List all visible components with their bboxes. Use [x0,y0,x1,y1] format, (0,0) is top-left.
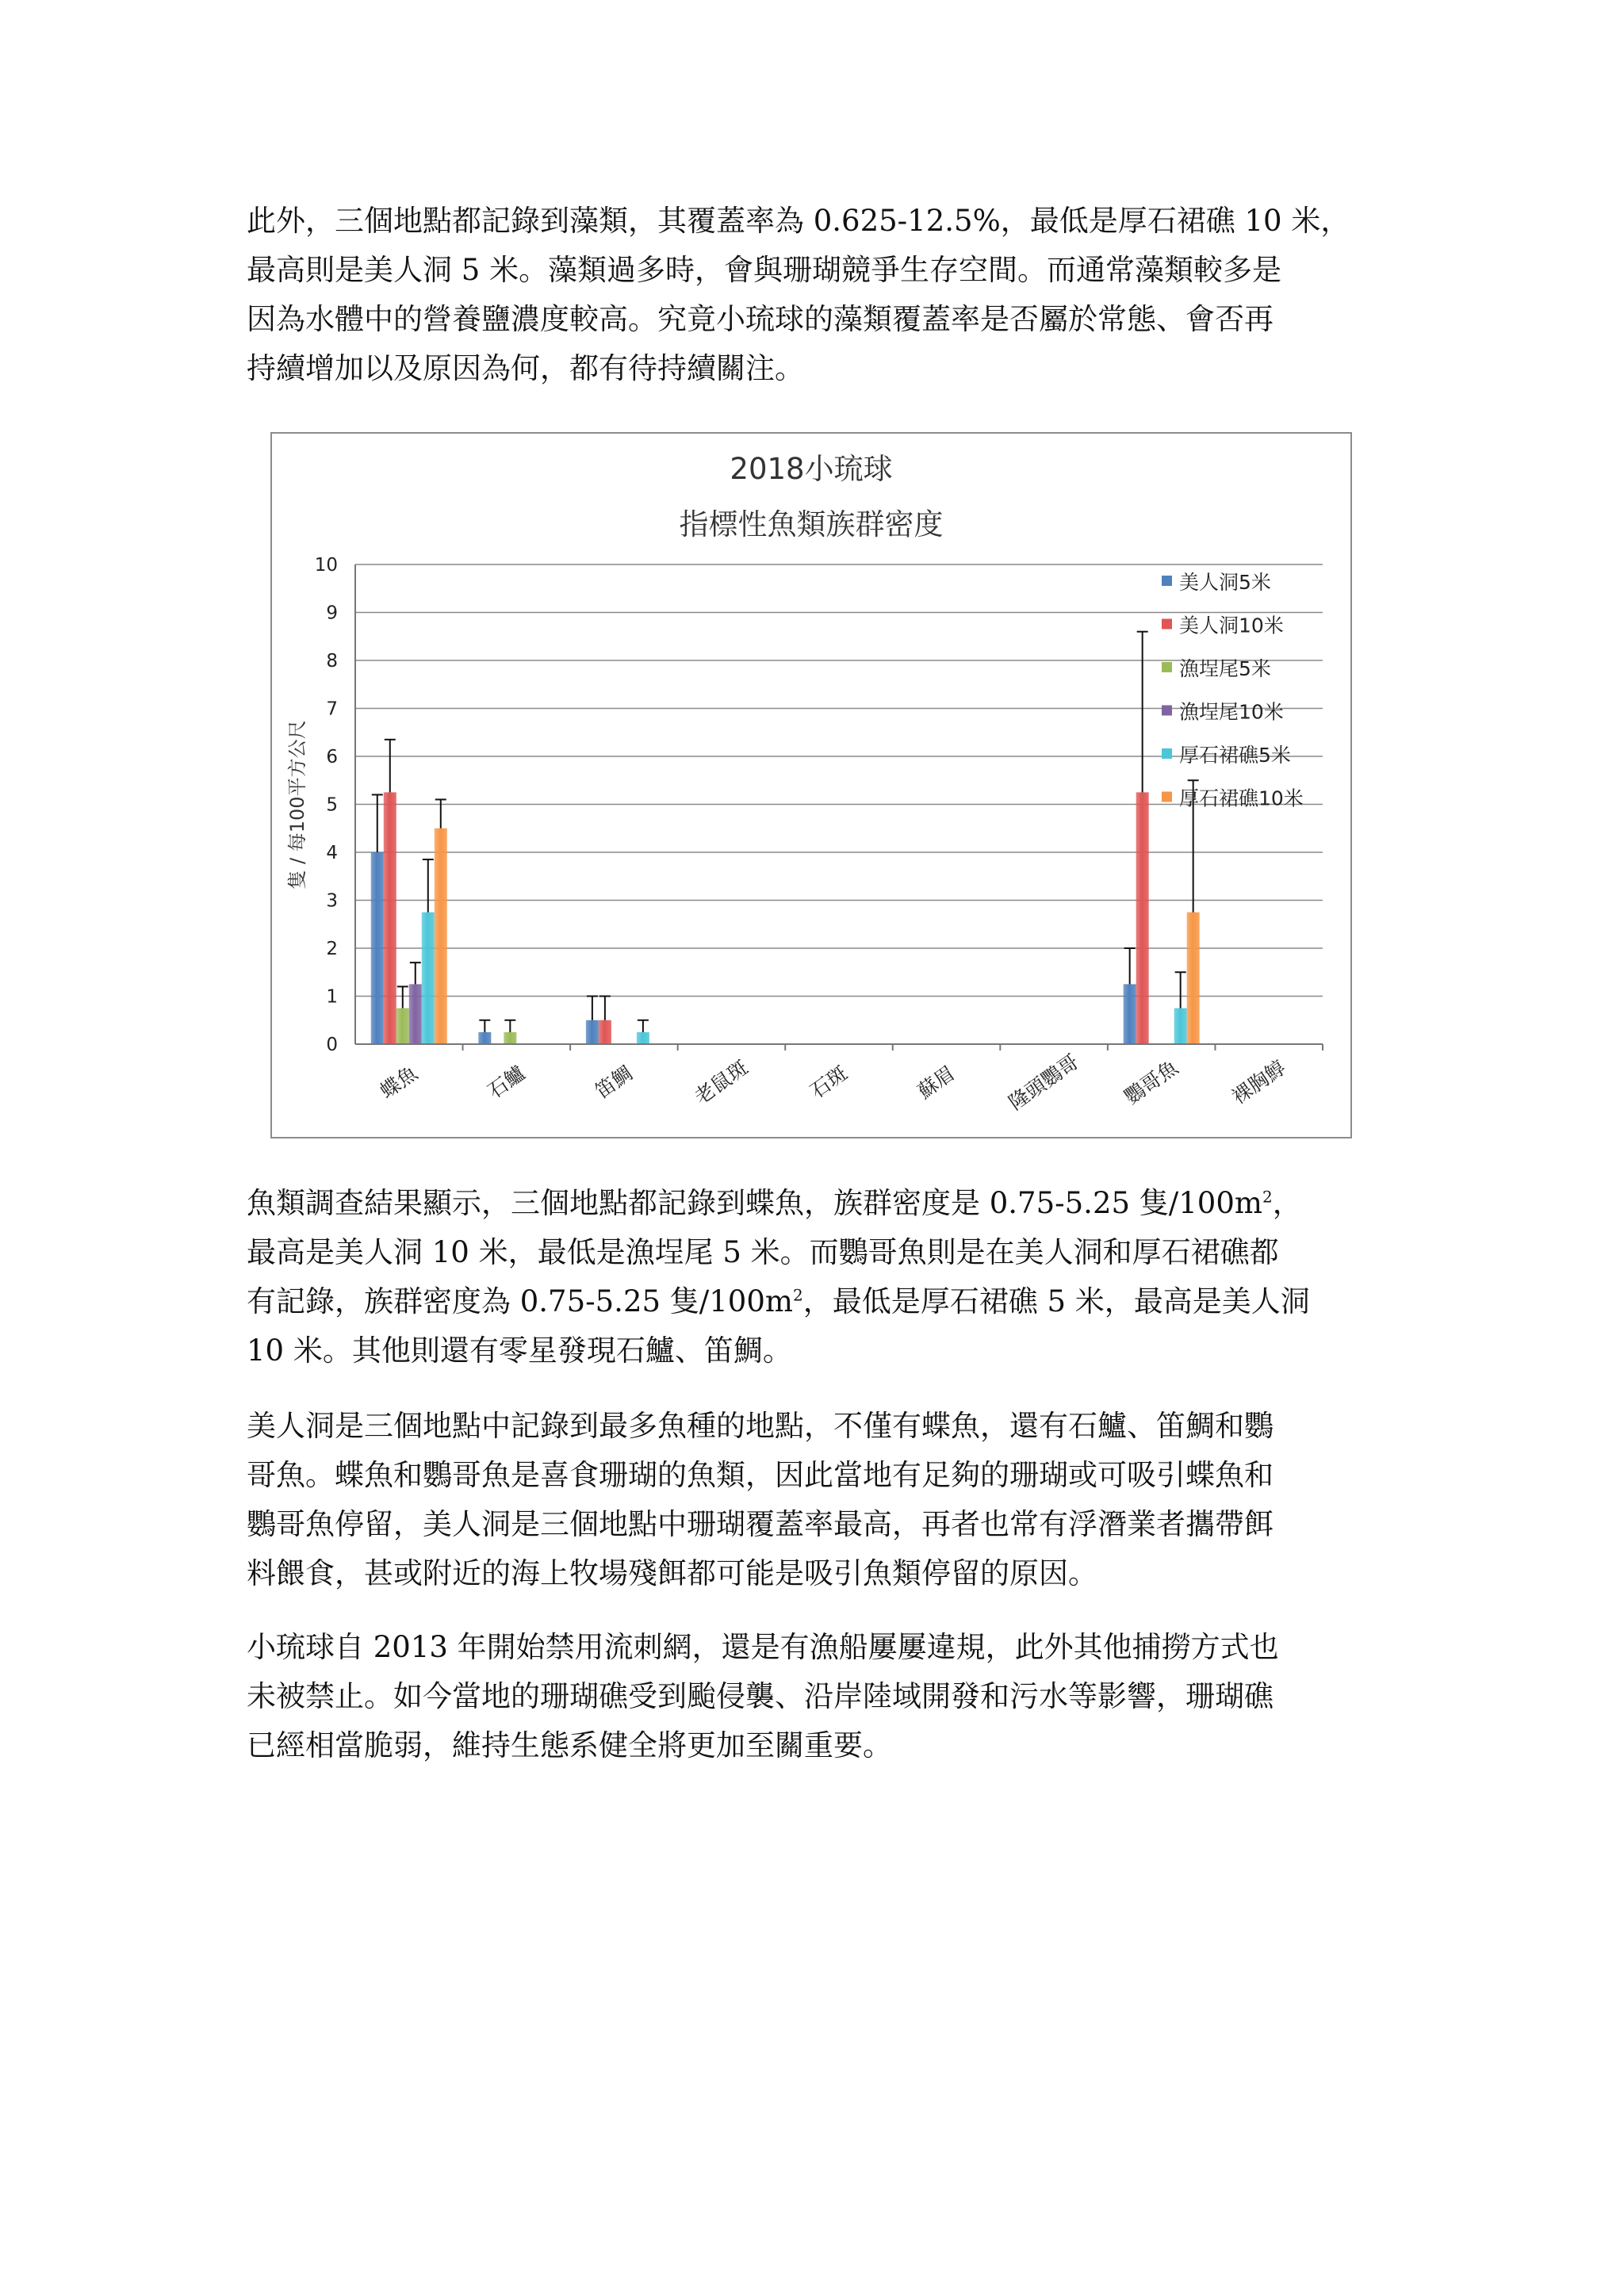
text-line: 持續增加以及原因為何，都有待持續關注。 [247,351,804,385]
chart-bars [371,792,1200,1044]
bar [384,792,396,1044]
text-line: 哥魚。蝶魚和鸚哥魚是喜食珊瑚的魚類，因此當地有足夠的珊瑚或可吸引蝶魚和 [247,1458,1274,1492]
bar [599,1020,611,1044]
chart-legend [1162,571,1304,810]
chart-title: 2018小琉球 [730,452,893,486]
text-line: 最高則是美人洞 5 米。藻類過多時，會與珊瑚競爭生存空間。而通常藻類較多是 [247,253,1282,287]
y-tick-label: 9 [326,603,338,624]
legend-label: 厚石裙礁10米 [1179,786,1304,810]
text-line: 最高是美人洞 10 米，最低是漁埕尾 5 米。而鸚哥魚則是在美人洞和厚石裙礁都 [247,1235,1279,1269]
text-line: 鸚哥魚停留，美人洞是三個地點中珊瑚覆蓋率最高，再者也常有浮潛業者攜帶餌 [247,1507,1274,1541]
x-tick-label: 笛鯛 [591,1061,637,1104]
bar [637,1032,649,1044]
x-tick-label: 石斑 [806,1061,852,1104]
bar [371,852,384,1044]
legend-label: 美人洞10米 [1179,614,1284,637]
y-axis-label: 隻 / 每100平方公尺 [286,720,308,890]
text-line: 未被禁止。如今當地的珊瑚礁受到颱侵襲、沿岸陸域開發和污水等影響，珊瑚礁 [247,1679,1274,1713]
bar [422,913,435,1044]
paragraph-meirendong [247,1402,1381,1598]
paragraph-fish-results [247,1179,1381,1376]
bar [586,1020,599,1044]
bar [1124,984,1136,1044]
bar [396,1008,409,1044]
text-line: 此外，三個地點都記錄到藻類，其覆蓋率為 0.625-12.5%，最低是厚石裙礁 10 米， [247,204,1350,238]
x-tick-label: 隆頭鸚哥 [1004,1050,1083,1115]
text-line: 因為水體中的營養鹽濃度較高。究竟小琉球的藻類覆蓋率是否屬於常態、會否再 [247,302,1274,336]
y-tick-label: 10 [314,555,338,576]
chart-subtitle: 指標性魚類族群密度 [679,507,944,541]
text-fragment: ，最低是厚石裙礁 5 米，最高是美人洞 [802,1284,1310,1318]
text-line [247,1179,1381,1228]
y-tick-label: 8 [326,651,338,672]
paragraph-algae [247,197,1381,393]
legend-swatch [1162,792,1172,802]
text-line [247,1277,1381,1326]
error-bars [372,632,1199,1032]
bar [409,984,422,1044]
bar [1136,792,1149,1044]
legend-swatch [1162,576,1172,586]
x-tick-label: 裸胸鯙 [1228,1055,1290,1109]
legend-swatch [1162,662,1172,672]
bar [504,1032,516,1044]
legend-label: 漁埕尾5米 [1179,657,1271,680]
y-tick-label: 2 [326,939,338,959]
paragraph-fishing-ban [247,1623,1381,1770]
x-tick-label: 石鱸 [483,1061,530,1104]
bar [1187,913,1200,1044]
y-tick-label: 4 [326,843,338,863]
bar [478,1032,491,1044]
text-line: 美人洞是三個地點中記錄到最多魚種的地點，不僅有蝶魚，還有石鱸、笛鯛和鸚 [247,1409,1274,1443]
legend-swatch [1162,619,1172,629]
y-axis-ticks [315,555,338,1055]
superscript: 2 [792,1285,803,1305]
y-tick-label: 0 [326,1035,338,1055]
y-tick-label: 6 [326,747,338,767]
legend-label: 美人洞5米 [1179,571,1271,594]
text-line: 料餵食，甚或附近的海上牧場殘餌都可能是吸引魚類停留的原因。 [247,1556,1097,1590]
legend-swatch [1162,706,1172,716]
text-line: 10 米。其他則還有零星發現石鱸、笛鯛。 [247,1334,792,1368]
x-axis-labels [376,1050,1289,1114]
x-tick-label: 老鼠斑 [690,1055,753,1109]
chart-svg [272,434,1350,1137]
text-line: 小琉球自 2013 年開始禁用流刺網，還是有漁船屢屢違規，此外其他捕撈方式也 [247,1630,1279,1664]
legend-label: 漁埕尾10米 [1179,700,1284,724]
fish-density-chart [270,432,1352,1138]
legend-label: 厚石裙礁5米 [1179,744,1291,767]
x-tick-label: 蘇眉 [913,1061,959,1104]
y-tick-label: 1 [326,986,338,1008]
text-fragment: ， [1272,1186,1302,1220]
x-tick-label: 鸚哥魚 [1120,1055,1182,1109]
bar [1174,1008,1187,1044]
y-tick-label: 3 [326,890,338,912]
chart-axes [355,564,1323,1050]
y-tick-label: 7 [326,698,338,720]
legend-swatch [1162,748,1172,759]
text-fragment: 魚類調查結果顯示，三個地點都記錄到蝶魚，族群密度是 0.75-5.25 隻/100m [247,1186,1262,1220]
text-line: 已經相當脆弱，維持生態系健全將更加至關重要。 [247,1728,892,1762]
x-tick-label: 蝶魚 [376,1061,422,1104]
y-tick-label: 5 [326,794,338,816]
bar [435,828,447,1044]
superscript: 2 [1262,1187,1273,1207]
text-fragment: 有記錄，族群密度為 0.75-5.25 隻/100m [247,1284,793,1318]
